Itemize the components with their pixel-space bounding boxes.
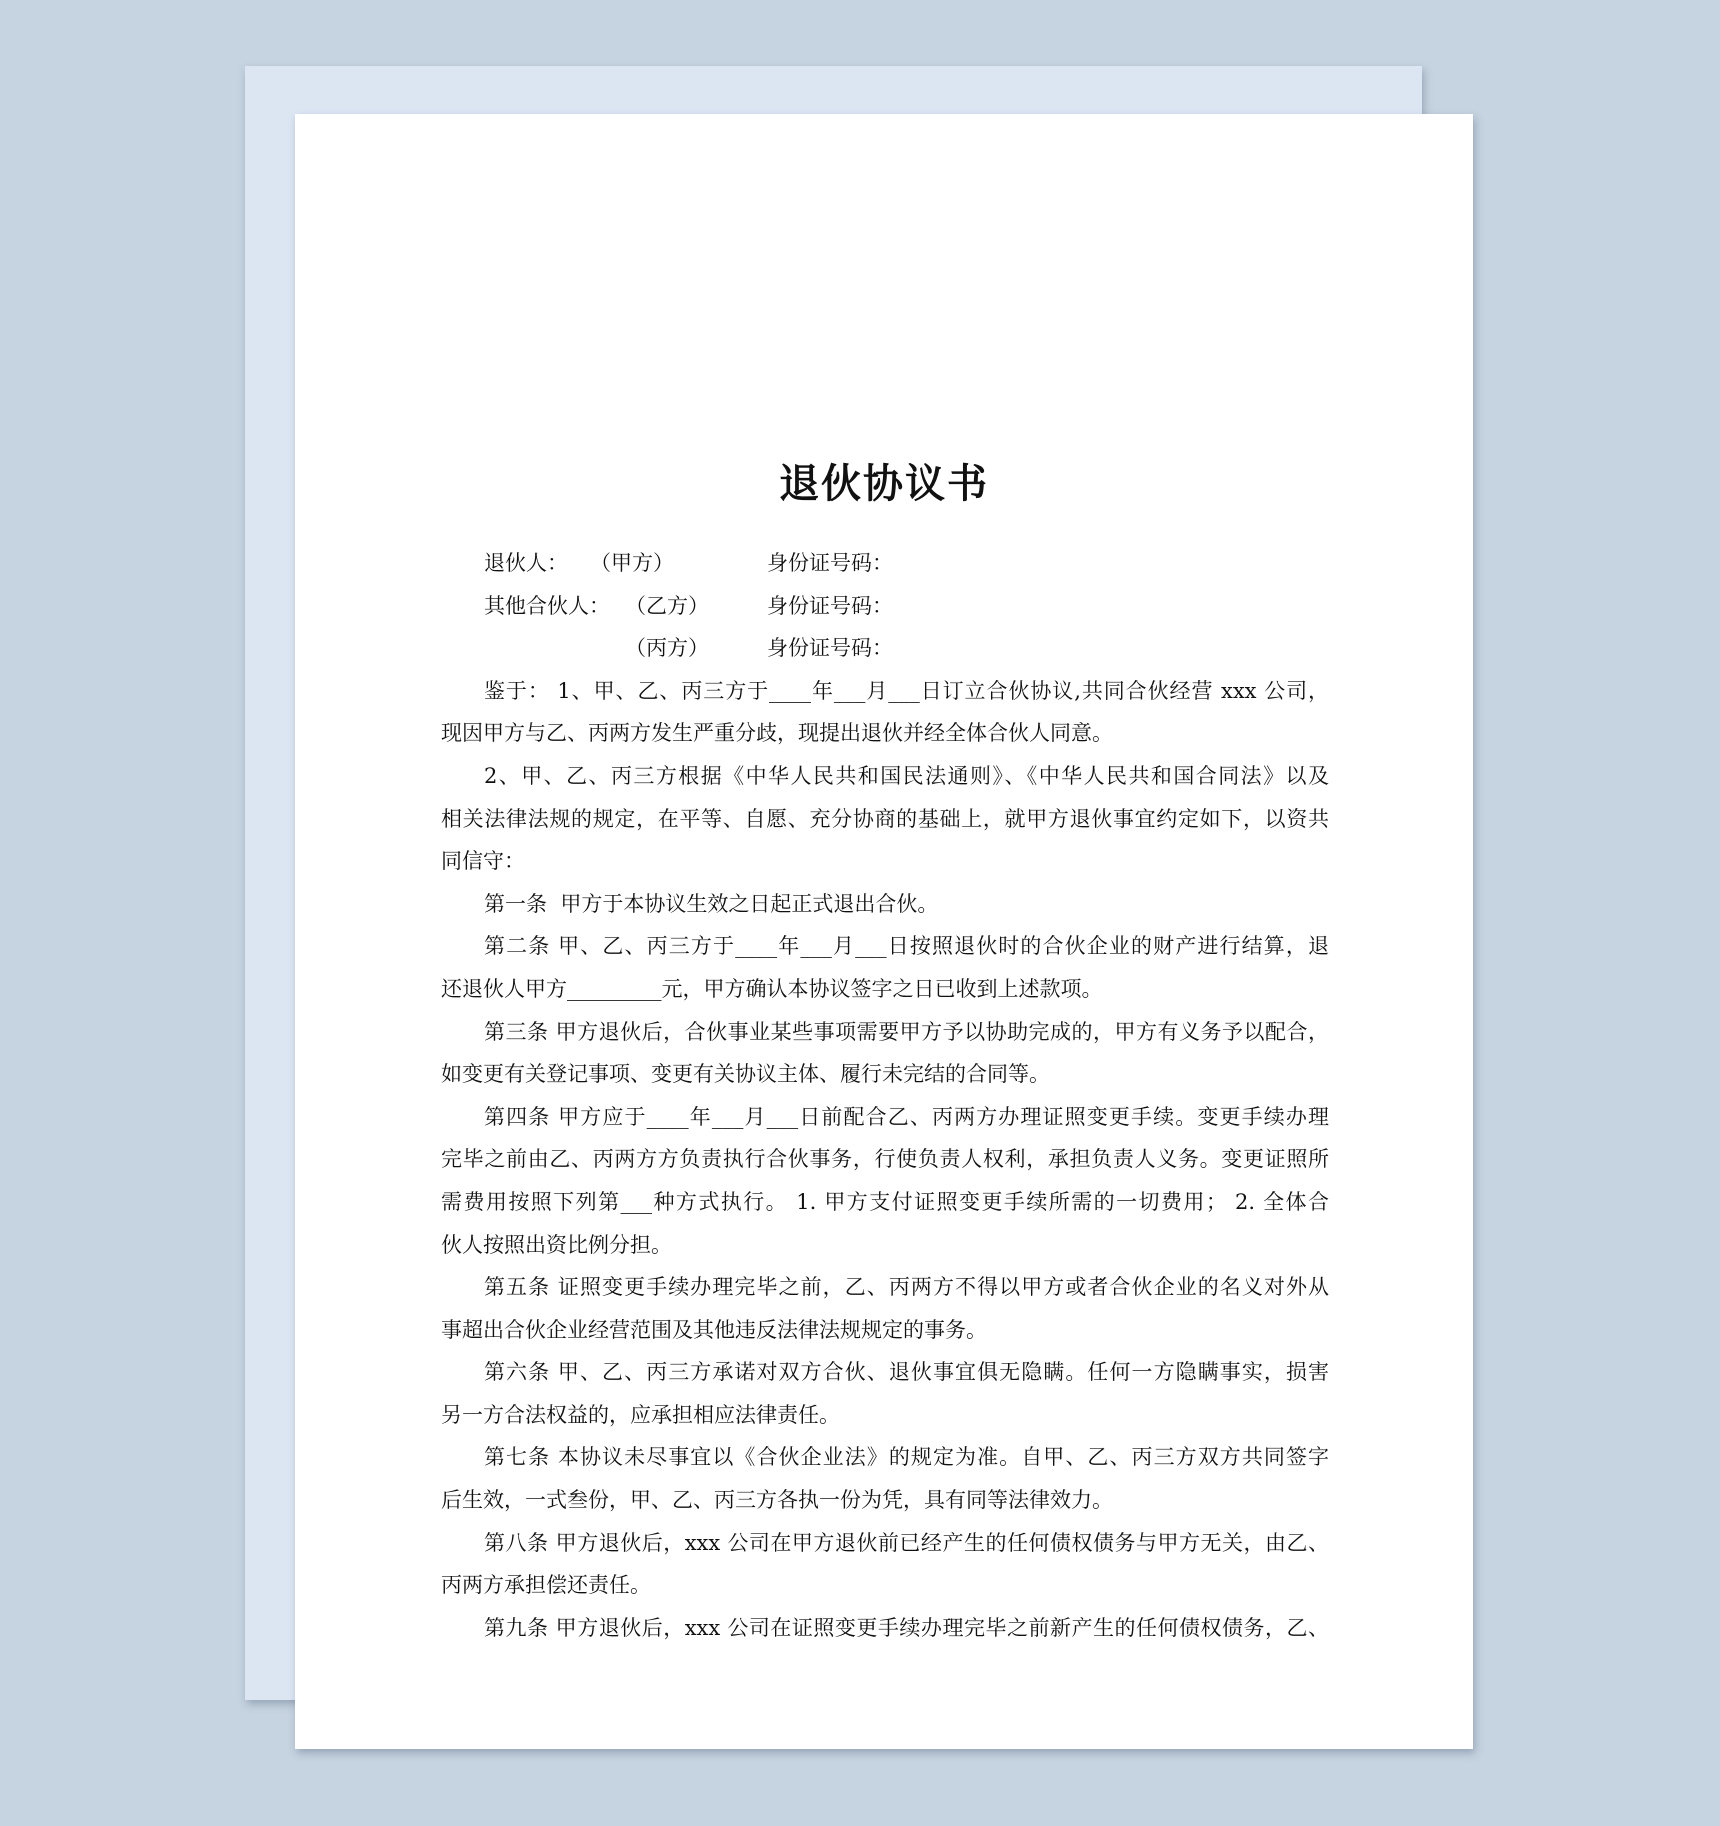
agreement-clauses bbox=[441, 670, 1329, 1650]
party-label: 其他合伙人： bbox=[484, 593, 610, 618]
party-row-b bbox=[441, 585, 1329, 628]
text-line: 2、甲、乙、丙三方根据《中华人民共和国民法通则》、《中华人民共和国合同法》以及 bbox=[484, 763, 1329, 788]
text-line: 第六条 甲、乙、丙三方承诺对双方合伙、退伙事宜俱无隐瞒。任何一方隐瞒事实，损害 bbox=[484, 1360, 1329, 1385]
party-row-c bbox=[441, 627, 1329, 670]
text-line: 第八条 甲方退伙后，xxx 公司在甲方退伙前已经产生的任何债权债务与甲方无关，由乙、 bbox=[484, 1530, 1329, 1555]
text-line: 相关法律法规的规定，在平等、自愿、充分协商的基础上，就甲方退伙事宜约定如下，以资共 bbox=[441, 806, 1329, 831]
text-line: 第九条 甲方退伙后，xxx 公司在证照变更手续办理完毕之前新产生的任何债权债务，乙、 bbox=[484, 1615, 1329, 1640]
id-number-label: 身份证号码： bbox=[767, 551, 893, 575]
text-line: 丙两方承担偿还责任。 bbox=[441, 1573, 651, 1598]
text-line: 如变更有关登记事项、变更有关协议主体、履行未完结的合同等。 bbox=[441, 1062, 1050, 1087]
text-line: 第一条 甲方于本协议生效之日起正式退出合伙。 bbox=[484, 891, 939, 916]
text-line: 鉴于： 1、甲、乙、丙三方于____年___月___日订立合伙协议,共同合伙经营 xxx 公司， bbox=[484, 678, 1329, 703]
document-title: 退伙协议书 bbox=[779, 460, 989, 507]
document-body bbox=[441, 542, 1329, 1649]
text-line: 第四条 甲方应于____年___月___日前配合乙、丙两方办理证照变更手续。变更手续办理 bbox=[484, 1104, 1329, 1129]
id-number-label: 身份证号码： bbox=[767, 593, 893, 618]
text-line: 现因甲方与乙、丙两方发生严重分歧，现提出退伙并经全体合伙人同意。 bbox=[441, 721, 1113, 746]
party-name: （丙方） bbox=[625, 636, 709, 661]
text-line: 第五条 证照变更手续办理完毕之前，乙、丙两方不得以甲方或者合伙企业的名义对外从 bbox=[484, 1275, 1329, 1300]
party-row-a bbox=[441, 542, 1329, 585]
text-line: 第七条 本协议未尽事宜以《合伙企业法》的规定为准。自甲、乙、丙三方双方共同签字 bbox=[484, 1445, 1329, 1470]
text-line: 第二条 甲、乙、丙三方于____年___月___日按照退伙时的合伙企业的财产进行结算，退 bbox=[484, 934, 1329, 959]
party-label: 退伙人： bbox=[484, 551, 568, 575]
text-line: 另一方合法权益的，应承担相应法律责任。 bbox=[441, 1402, 840, 1427]
text-line: 伙人按照出资比例分担。 bbox=[441, 1232, 672, 1257]
text-line: 第三条 甲方退伙后，合伙事业某些事项需要甲方予以协助完成的，甲方有义务予以配合， bbox=[484, 1019, 1329, 1044]
party-name: （甲方） bbox=[590, 551, 674, 575]
text-line: 同信守： bbox=[441, 849, 525, 874]
text-line: 事超出合伙企业经营范围及其他违反法律法规规定的事务。 bbox=[441, 1317, 987, 1342]
id-number-label: 身份证号码： bbox=[767, 636, 893, 661]
text-line: 完毕之前由乙、丙两方方负责执行合伙事务，行使负责人权利，承担负责人义务。变更证照所 bbox=[441, 1147, 1329, 1172]
text-line: 还退伙人甲方_________元，甲方确认本协议签字之日已收到上述款项。 bbox=[441, 976, 1103, 1001]
document-page bbox=[295, 114, 1473, 1749]
text-line: 后生效，一式叁份，甲、乙、丙三方各执一份为凭，具有同等法律效力。 bbox=[441, 1488, 1113, 1513]
party-name: （乙方） bbox=[625, 593, 709, 618]
text-line: 需费用按照下列第___种方式执行。 1. 甲方支付证照变更手续所需的一切费用； 2. 全体合 bbox=[441, 1189, 1329, 1214]
